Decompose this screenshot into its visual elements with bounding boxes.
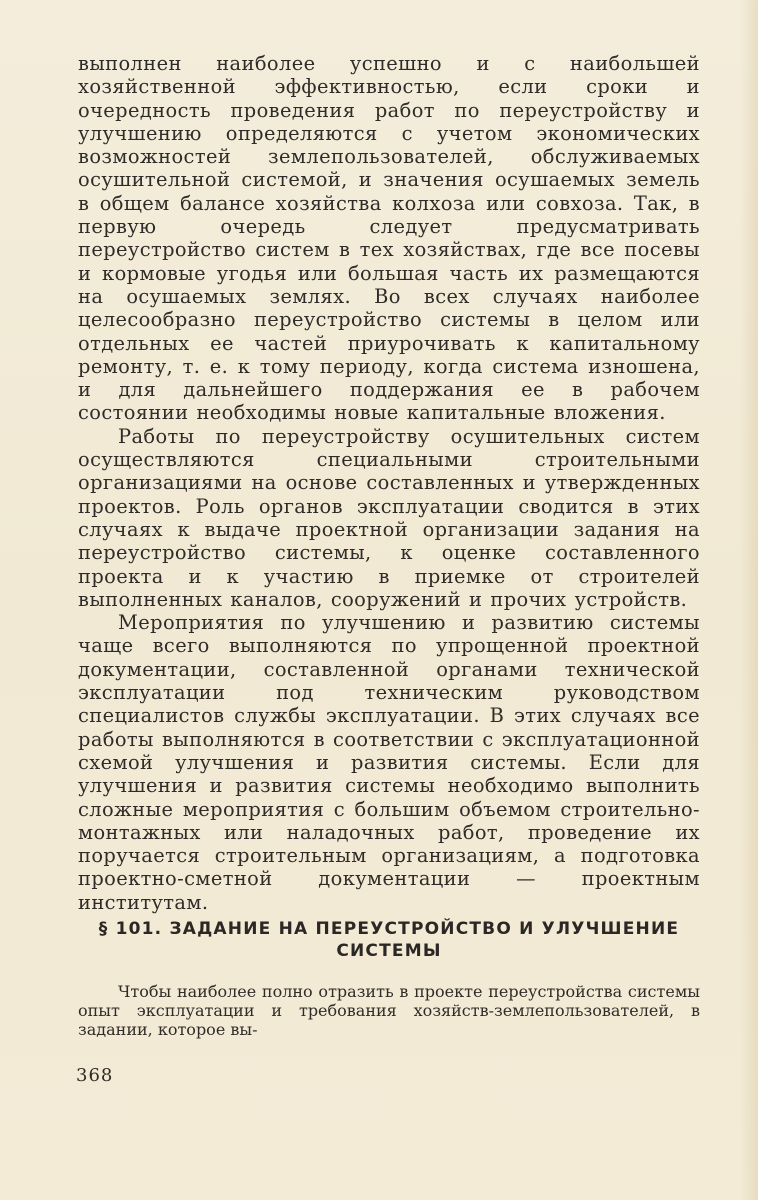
- paragraph-continuation: выполнен наиболее успешно и с наибольшей хозяйственной эффективностью, если сроки и очередность проведения работ по переустройству и улучшению определяются с учетом экономических возможностей землепользователей, обслуживаемых осушительной системой, и значения осушаемых земель в общем балансе хозяйства колхоза или совхоза. Так, в первую очередь следует предусматривать переустройство систем в тех хозяйствах, где все посевы и кормовые угодья или большая часть их размещаются на осушаемых землях. Во всех случаях наиболее целесообразно переустройство системы в целом или отдельных ее частей приурочивать к капитальному ремонту, т. е. к тому периоду, когда система изношена, и для дальнейшего поддержания ее в рабочем состоянии необходимы новые капитальные вложения.: [78, 52, 700, 425]
- section-heading: [78, 918, 700, 962]
- paragraph-section-start: Чтобы наиболее полно отразить в проекте переустройства системы опыт эксплуатации и требования хозяйств-землепользователей, в задании, которое вы-: [78, 982, 700, 1039]
- paragraph-improvement-measures: Мероприятия по улучшению и развитию системы чаще всего выполняются по упрощенной проектной документации, составленной органами технической эксплуатации под техническим руководством специалистов службы эксплуатации. В этих случаях все работы выполняются в соответствии с эксплуатационной схемой улучшения и развития системы. Если для улучшения и развития системы необходимо выполнить сложные мероприятия с большим объемом строительно-монтажных или наладочных работ, проведение их поручается строительным организациям, а подготовка проектно-сметной документации — проектным институтам.: [78, 611, 700, 914]
- page-number: 368: [76, 1065, 114, 1086]
- section-body: [78, 982, 700, 1039]
- section-heading-line-2: СИСТЕМЫ: [336, 941, 442, 961]
- paragraph-reconstruction-works: Работы по переустройству осушительных систем осуществляются специальными строительными организациями на основе составленных и утвержденных проектов. Роль органов эксплуатации сводится в этих случаях к выдаче проектной организации задания на переустройство системы, к оценке составленного проекта и к участию в приемке от строителей выполненных каналов, сооружений и прочих устройств.: [78, 424, 700, 611]
- body-text: [78, 52, 700, 914]
- section-heading-line-1: § 101. ЗАДАНИЕ НА ПЕРЕУСТРОЙСТВО И УЛУЧШЕНИЕ: [98, 919, 680, 939]
